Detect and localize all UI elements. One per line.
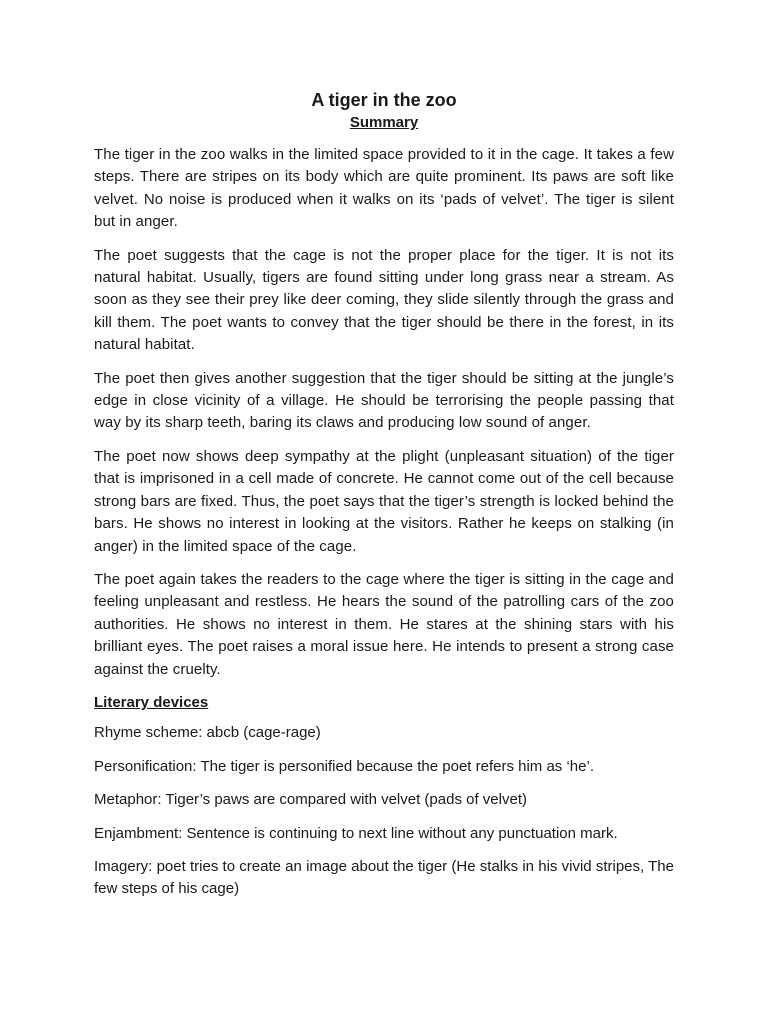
device-enjambment: Enjambment: Sentence is continuing to next line without any punctuation mark. bbox=[94, 824, 618, 842]
literary-devices-heading: Literary devices bbox=[94, 693, 209, 711]
summary-paragraph-2: The poet suggests that the cage is not the proper place for the tiger. It is not its natural habitat. Usually, tigers are found sitting under long grass near a stream. As soon as they see their prey like deer coming, they slide silently through the grass and kill them. The poet wants to convey that the tiger should be there in the forest, in its natural habitat. bbox=[94, 246, 674, 354]
device-metaphor: Metaphor: Tiger’s paws are compared with velvet (pads of velvet) bbox=[94, 791, 527, 809]
summary-paragraph-4: The poet now shows deep sympathy at the plight (unpleasant situation) of the tiger that is imprisoned in a cell made of concrete. He cannot come out of the cell because strong bars are fixed. Thus, the poet says that the tiger’s strength is locked behind the bars. He shows no interest in looking at the visitors. Rather he keeps on stalking (in anger) in the limited space of the cage. bbox=[94, 447, 674, 555]
summary-paragraph-3: The poet then gives another suggestion that the tiger should be sitting at the jungle’s edge in close vicinity of a village. He should be terrorising the people passing that way by its sharp teeth, baring its claws and producing low sound of anger. bbox=[94, 369, 674, 432]
device-rhyme-scheme: Rhyme scheme: abcb (cage-rage) bbox=[94, 724, 321, 742]
document-body bbox=[94, 144, 674, 912]
device-imagery: Imagery: poet tries to create an image about the tiger (He stalks in his vivid stripes, The few steps of his cage) bbox=[94, 857, 674, 898]
summary-paragraph-1: The tiger in the zoo walks in the limited space provided to it in the cage. It takes a few steps. There are stripes on its body which are quite prominent. Its paws are soft like velvet. No noise is produced when it walks on its ‘pads of velvet’. The tiger is silent but in anger. bbox=[94, 146, 674, 231]
summary-heading: Summary bbox=[349, 114, 419, 131]
document-title: A tiger in the zoo bbox=[311, 90, 457, 110]
summary-paragraph-5: The poet again takes the readers to the cage where the tiger is sitting in the cage and feeling unpleasant and restless. He hears the sound of the patrolling cars of the zoo authorities. He shows no interest in them. He stares at the shining stars with his brilliant eyes. The poet raises a moral issue here. He intends to present a strong case against the cruelty. bbox=[94, 570, 674, 678]
device-personification: Personification: The tiger is personified because the poet refers him as ‘he’. bbox=[94, 757, 594, 775]
